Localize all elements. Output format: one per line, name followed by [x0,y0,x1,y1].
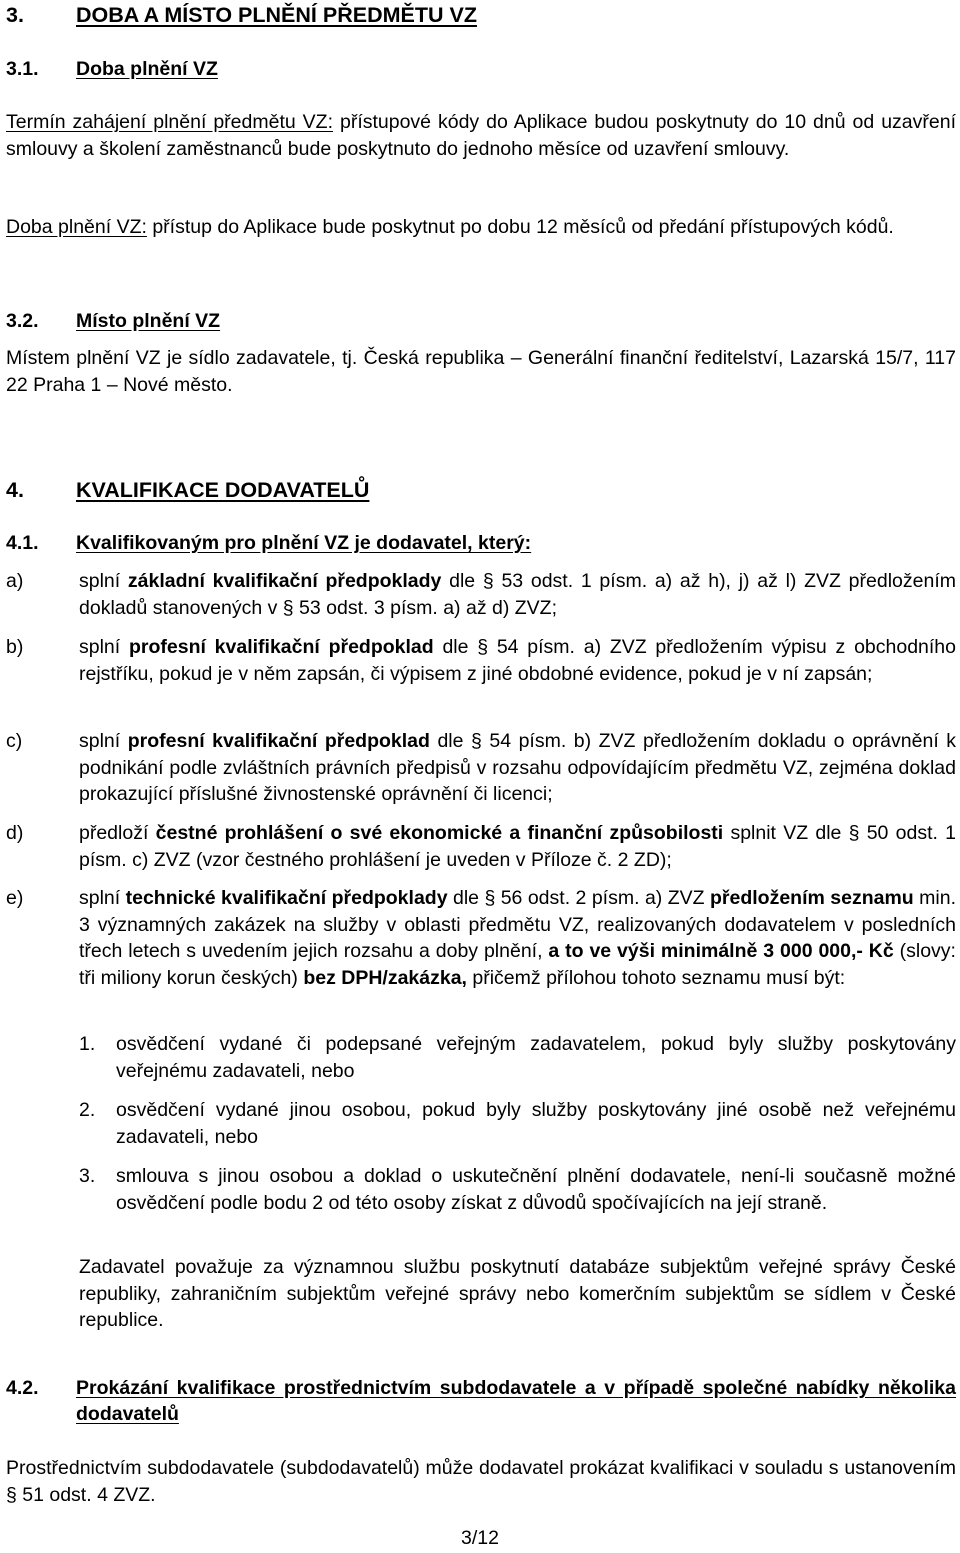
section-3-number: 3. [6,3,24,27]
item-bold-text: profesní kvalifikační předpoklad [128,636,434,658]
item-text: splnit VZ dle § 50 odst. 1 písm. c) ZVZ (vzor čestného prohlášení je uveden v Příloze č. 2 ZD); [79,822,956,871]
duration-text: přístup do Aplikace bude poskytnut po dobu 12 měsíců od předání přístupových kódů. [146,216,894,238]
section-4-title: KVALIFIKACE DODAVATELŮ [76,478,370,502]
sub-item-number: 3. [79,1165,96,1187]
item-text: dle § 56 odst. 2 písm. a) ZVZ [447,887,710,909]
place-paragraph: Místem plnění VZ je sídlo zadavatele, tj. Česká republika – Generální finanční ředitelství, Lazarská 15/7, 117 22 Praha 1 – Nové město. [6,347,956,396]
section-3-title: DOBA A MÍSTO PLNĚNÍ PŘEDMĚTU VZ [76,3,477,27]
item-bold-text: čestné prohlášení o své ekonomické a finanční způsobilosti [155,822,724,844]
item-text: dle § 53 odst. 1 písm. a) až h), j) až l) ZVZ předložením dokladů stanovených v § 53 odst. 3 písm. a) až d) ZVZ; [79,570,956,619]
section-4-1-title: Kvalifikovaným pro plnění VZ je dodavatel, který: [76,532,532,554]
list-item [79,728,956,808]
item-letter: b) [6,636,24,658]
section-3-1-number: 3.1. [6,58,39,80]
section-4-2-number: 4.2. [6,1377,39,1399]
item-bold-text: předložením seznamu [709,887,914,909]
subcontractor-paragraph: Prostřednictvím subdodavatele (subdodavatelů) může dodavatel prokázat kvalifikaci v souladu s ustanovením § 51 odst. 4 ZVZ. [6,1457,956,1506]
list-item [79,885,956,991]
item-bold-text: bez DPH/zakázka, [303,966,467,989]
item-bold-text: profesní kvalifikační předpoklad [127,730,430,752]
item-text: min. 3 významných zakázek na služby v oblasti předmětu VZ, realizovaných dodavatelem v posledních třech letech s uvedením jejich rozsahu a doby plnění, [79,887,956,962]
item-text: splní [79,730,128,752]
sub-item-text: osvědčení vydané či podepsané veřejným zadavatelem, pokud byly služby poskytovány veřejnému zadavateli, nebo [116,1033,956,1082]
item-letter: c) [6,730,23,752]
section-3-1-title: Doba plnění VZ [76,58,218,80]
sub-item-text: osvědčení vydané jinou osobou, pokud byly služby poskytovány jiné osobě než veřejnému zadavateli, nebo [116,1099,956,1148]
item-letter: d) [6,822,24,844]
item-text: předloží [79,822,156,844]
list-item [79,568,956,621]
item-text: splní [79,570,128,592]
item-text: dle § 54 písm. b) ZVZ předložením dokladu o oprávnění k podnikání podle zvláštních právních předpisů v rozsahu odpovídajícím předmětu VZ, zejména doklad prokazující příslušné živnostenské oprávnění či licenci; [79,730,957,805]
sub-item-number: 1. [79,1033,96,1055]
section-4-1-number: 4.1. [6,532,39,554]
closing-paragraph: Zadavatel považuje za významnou službu poskytnutí databáze subjektům veřejné správy České republiky, zahraničním subjektům veřejné správy nebo komerčním subjektům se sídlem v České republice. [79,1256,956,1331]
section-3-2-title: Místo plnění VZ [76,310,221,332]
item-letter: a) [6,570,24,592]
start-term-text: přístupové kódy do Aplikace budou poskytnuty do 10 dnů od uzavření smlouvy a školení zaměstnanců bude poskytnuto do jednoho měsíce od uzavření smlouvy. [6,111,956,160]
item-bold-text: a to ve výši minimálně 3 000 000,- Kč [548,940,894,962]
item-bold-text: technické kvalifikační předpoklady [125,887,448,909]
item-text: přičemž přílohou tohoto seznamu musí být: [466,966,846,989]
item-bold-text: základní kvalifikační předpoklady [127,570,442,592]
duration-paragraph [6,214,956,241]
section-3-2-number: 3.2. [6,310,39,332]
page-number: 3/12 [461,1527,499,1549]
item-text: dle § 54 písm. a) ZVZ předložením výpisu z obchodního rejstříku, pokud je v něm zapsán, či výpisem z jiné obdobné evidence, pokud je v ní zapsán; [79,636,956,685]
section-4-number: 4. [6,478,24,502]
list-item [79,820,956,873]
section-4-2-title: Prokázání kvalifikace prostřednictvím subdodavatele a v případě společné nabídky několika dodavatelů [76,1377,956,1425]
sub-item-text: smlouva s jinou osobou a doklad o uskutečnění plnění dodavatele, není-li současně možné osvědčení podle bodu 2 od této osoby získat z důvodů spočívajících na její straně. [116,1165,956,1214]
sub-item-number: 2. [79,1099,96,1121]
item-text: splní [79,887,126,909]
start-term-label: Termín zahájení plnění předmětu VZ: [6,111,334,133]
start-term-paragraph [6,109,956,162]
item-text: (slovy: tři miliony korun českých) [79,940,956,989]
item-text: splní [79,636,129,658]
duration-label: Doba plnění VZ: [6,216,147,238]
item-letter: e) [6,887,24,909]
list-item [79,634,956,687]
